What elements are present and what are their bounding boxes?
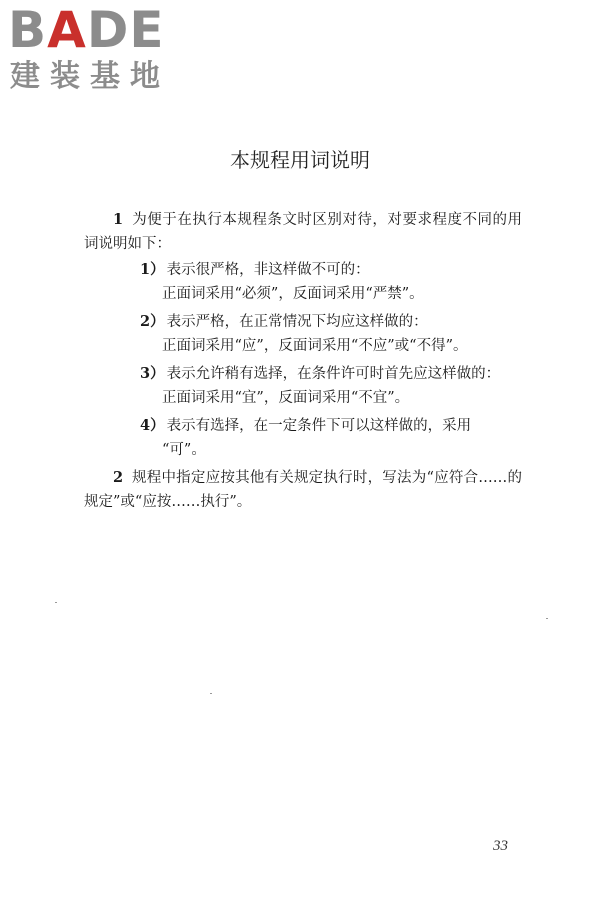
scan-speck xyxy=(546,618,548,619)
item-wording: 正面词采用“宜”，反面词采用“不宜”。 xyxy=(162,389,410,406)
clause-2 xyxy=(84,466,522,514)
item-condition: 表示允许稍有选择，在条件许可时首先应这样做的： xyxy=(166,366,501,382)
item-condition: 表示有选择，在一定条件下可以这样做的，采用 xyxy=(166,418,472,434)
list-item xyxy=(84,362,522,410)
scan-speck xyxy=(55,602,57,603)
scan-speck xyxy=(210,693,212,694)
clause-number: 2 xyxy=(113,469,124,486)
logo-wordmark xyxy=(8,1,165,59)
item-wording: 正面词采用“应”，反面词采用“不应”或“不得”。 xyxy=(162,337,468,354)
logo-letter-a: A xyxy=(47,1,87,59)
item-label: 2） xyxy=(140,313,165,330)
item-label: 1） xyxy=(140,261,165,278)
item-condition: 表示严格，在正常情况下均应这样做的： xyxy=(166,314,428,330)
logo-letter-b: B xyxy=(8,1,48,59)
list-item xyxy=(84,310,522,358)
logo-letters-de: DE xyxy=(86,1,165,59)
list-item xyxy=(84,414,522,462)
list-item xyxy=(84,258,522,306)
item-condition: 表示很严格，非这样做不可的： xyxy=(166,262,370,278)
clause-1 xyxy=(84,208,522,256)
item-wording: “可”。 xyxy=(162,441,206,458)
clause-text: 规程中指定应按其他有关规定执行时，写法为“应符合……的规定”或“应按……执行”。 xyxy=(84,470,522,510)
item-label: 4） xyxy=(140,417,165,434)
clause-number: 1 xyxy=(113,211,124,228)
clause-text: 为便于在执行本规程条文时区别对待，对要求程度不同的用词说明如下： xyxy=(84,212,522,252)
document-body xyxy=(84,208,522,516)
logo-subtitle: 建装基地 xyxy=(10,59,170,94)
item-label: 3） xyxy=(140,365,165,382)
page-number: 33 xyxy=(493,838,508,854)
page-title: 本规程用词说明 xyxy=(230,148,370,172)
item-wording: 正面词采用“必须”，反面词采用“严禁”。 xyxy=(162,285,424,302)
bade-logo xyxy=(8,1,178,96)
